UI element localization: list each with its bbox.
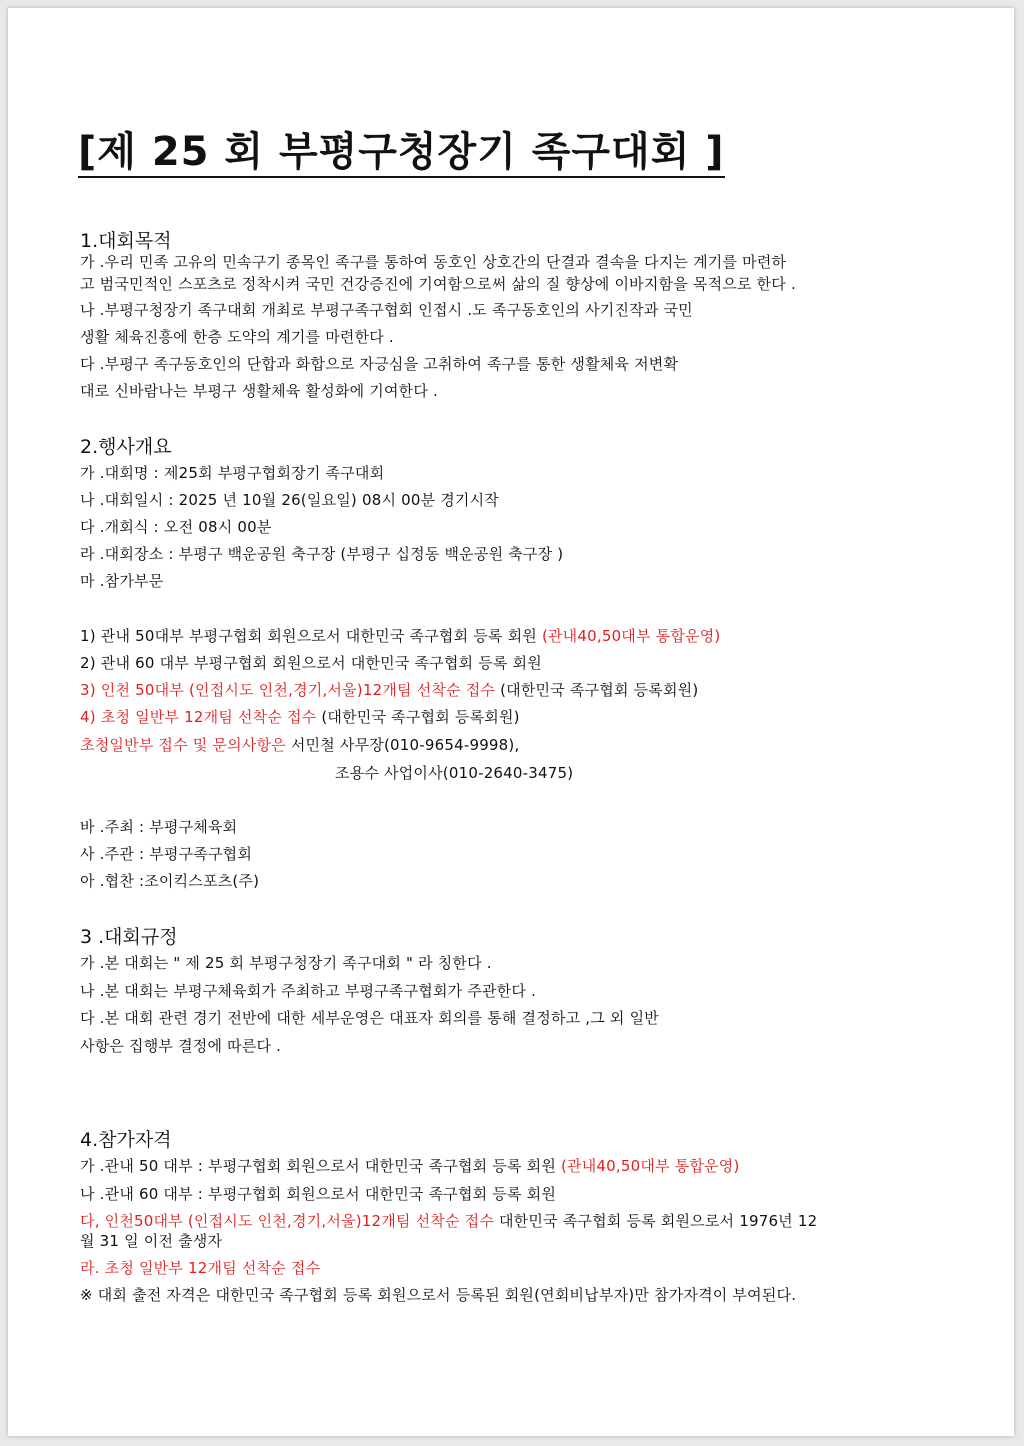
s3-line-c1: 다 .본 대회 관련 경기 전반에 대한 세부운영은 대표자 회의를 통해 결정하고 ,그 외 일반 xyxy=(80,1009,659,1027)
s1-line-c2: 대로 신바람나는 부평구 생활체육 활성화에 기여한다 . xyxy=(80,382,438,400)
section-4-heading: 4.참가자격 xyxy=(80,1129,172,1151)
s4-line-a-text: 가 .관내 50 대부 : 부평구협회 회원으로서 대한민국 족구협회 등록 회원 xyxy=(80,1157,561,1175)
s4-line-b: 나 .관내 60 대부 : 부평구협회 회원으로서 대한민국 족구협회 등록 회원 xyxy=(80,1185,557,1203)
s3-line-a: 가 .본 대회는 " 제 25 회 부평구청장기 족구대회 " 라 칭한다 . xyxy=(80,954,492,972)
s1-line-a2: 고 범국민적인 스포츠로 정착시켜 국민 건강증진에 기여함으로써 삶의 질 향상에 이바지함을 목적으로 한다 . xyxy=(80,275,796,293)
s3-line-c2: 사항은 집행부 결정에 따른다 . xyxy=(80,1037,282,1055)
s4-line-c xyxy=(80,1210,817,1232)
contact-1: 서민철 사무장(010-9654-9998), xyxy=(285,736,520,754)
document-title: [제 25 회 부평구청장기 족구대회 ] xyxy=(78,128,725,178)
s4-line-a xyxy=(80,1155,740,1177)
s3-line-b: 나 .본 대회는 부평구체육회가 주최하고 부평구족구협회가 주관한다 . xyxy=(80,982,537,1000)
division-3 xyxy=(80,679,698,701)
s2-line-b: 나 .대회일시 : 2025 년 10월 26(일요일) 08시 00분 경기시작 xyxy=(80,491,500,509)
document-page xyxy=(8,8,1014,1436)
s1-line-b1: 나 .부평구청장기 족구대회 개최로 부평구족구협회 인접시 .도 족구동호인의 사기진작과 국민 xyxy=(80,301,693,319)
division-1-note: (관내40,50대부 통합운영) xyxy=(541,627,721,645)
section-1-heading: 1.대회목적 xyxy=(80,230,172,252)
s4-note: ※ 대회 출전 자격은 대한민국 족구협회 등록 회원으로서 등록된 회원(연회비납부자)만 참가자격이 부여된다. xyxy=(80,1286,797,1304)
division-2: 2) 관내 60 대부 부평구협회 회원으로서 대한민국 족구협회 등록 회원 xyxy=(80,654,542,672)
contact-2: 조용수 사업이사(010-2640-3475) xyxy=(335,764,574,782)
s4-line-c-text: 대한민국 족구협회 등록 회원으로서 1976년 12 xyxy=(494,1212,818,1230)
s1-line-a1: 가 .우리 민족 고유의 민속구기 종목인 족구를 통하여 동호인 상호간의 단결과 결속을 다지는 계기를 마련하 xyxy=(80,253,787,271)
s4-line-c-red: 다, 인천50대부 (인접시도 인천,경기,서울)12개팀 선착순 접수 xyxy=(80,1212,495,1230)
contact-label: 초청일반부 접수 및 문의사항은 xyxy=(80,736,286,754)
s2-line-c: 다 .개회식 : 오전 08시 00분 xyxy=(80,518,272,536)
s2-line-a: 가 .대회명 : 제25회 부평구협회장기 족구대회 xyxy=(80,464,385,482)
s2-line-h: 아 .협찬 :조이킥스포츠(주) xyxy=(80,872,260,890)
s4-line-c2: 월 31 일 이전 출생자 xyxy=(80,1232,223,1250)
s2-line-e: 마 .참가부문 xyxy=(80,572,164,590)
division-4 xyxy=(80,706,520,728)
division-4-red: 4) 초청 일반부 12개팀 선착순 접수 xyxy=(80,708,317,726)
division-4-text: (대한민국 족구협회 등록회원) xyxy=(316,708,520,726)
section-3-heading: 3 .대회규정 xyxy=(80,926,178,948)
s2-line-d: 라 .대회장소 : 부평구 백운공원 축구장 (부평구 십정동 백운공원 축구장 ) xyxy=(80,545,564,563)
s1-line-b2: 생활 체육진흥에 한층 도약의 계기를 마련한다 . xyxy=(80,328,394,346)
s4-line-a-note: (관내40,50대부 통합운영) xyxy=(561,1157,740,1175)
s4-line-d: 라. 초청 일반부 12개팀 선착순 접수 xyxy=(80,1259,321,1277)
section-2-heading: 2.행사개요 xyxy=(80,436,172,458)
s2-line-g: 사 .주관 : 부평구족구협회 xyxy=(80,845,253,863)
s2-line-f: 바 .주최 : 부평구체육회 xyxy=(80,818,238,836)
division-3-red: 3) 인천 50대부 (인접시도 인천,경기,서울)12개팀 선착순 접수 xyxy=(80,681,496,699)
division-1-text: 1) 관내 50대부 부평구협회 회원으로서 대한민국 족구협회 등록 회원 xyxy=(80,627,542,645)
division-1 xyxy=(80,625,720,647)
contact-line-1 xyxy=(80,734,519,756)
division-3-text: (대한민국 족구협회 등록회원) xyxy=(495,681,699,699)
s1-line-c1: 다 .부평구 족구동호인의 단합과 화합으로 자긍심을 고취하여 족구를 통한 생활체육 저변확 xyxy=(80,355,679,373)
